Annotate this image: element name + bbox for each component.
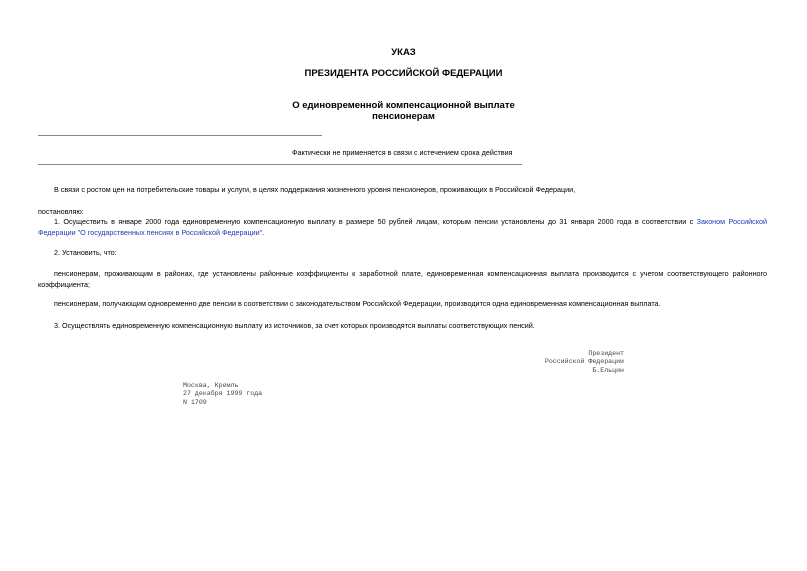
signature-block — [545, 350, 624, 375]
item-1-paragraph — [38, 216, 767, 238]
item-2b-paragraph: пенсионерам, получающим одновременно две пенсии в соответствии с законодательством Российской Федерации, производится одна единовременная компенсационная выплата. — [54, 299, 661, 308]
validity-notice: Фактически не применяется в связи с истечением срока действия — [292, 148, 513, 157]
signing-date: 27 декабря 1999 года — [183, 390, 263, 398]
subject-heading-line2: пенсионерам — [372, 111, 435, 122]
signature-name: Б.Ельцин — [592, 366, 624, 374]
issuer-heading: ПРЕЗИДЕНТА РОССИЙСКОЙ ФЕДЕРАЦИИ — [304, 68, 503, 79]
pension-law-link[interactable]: Законом Российской Федерации "О государственных пенсиях в Российской Федерации" — [38, 217, 767, 237]
decree-number: N 1709 — [183, 398, 207, 406]
subject-heading-line1: О единовременной компенсационной выплате — [292, 100, 515, 111]
place-date-block — [183, 382, 262, 407]
item-1-end: . — [262, 228, 265, 237]
signature-country: Российской Федерации — [544, 358, 624, 366]
item-2-paragraph: 2. Установить, что: — [54, 248, 117, 257]
decree-word: постановляю: — [38, 207, 84, 216]
item-2a-paragraph: пенсионерам, проживающим в районах, где установлены районные коэффициенты к заработной плате, единовременная компенсационная выплата производится с учетом соответствующего районного коэффициента; — [38, 269, 767, 289]
document-type-heading: УКАЗ — [391, 47, 416, 58]
signing-place: Москва, Кремль — [183, 382, 239, 389]
item-3-paragraph: 3. Осуществлять единовременную компенсационную выплату из источников, за счет которых производятся выплаты соответствующих пенсий. — [54, 321, 535, 330]
item-1-text: 1. Осуществить в январе 2000 года единовременную компенсационную выплату в размере 50 рублей лицам, которым пенсии установлены до 31 января 2000 года в соответствии с — [54, 217, 697, 226]
top-divider — [38, 135, 322, 136]
preamble-paragraph: В связи с ростом цен на потребительские товары и услуги, в целях поддержания жизненного уровня пенсионеров, проживающих в Российской Федерации, — [54, 185, 576, 194]
bottom-divider — [38, 164, 522, 165]
signature-title: Президент — [588, 350, 624, 357]
